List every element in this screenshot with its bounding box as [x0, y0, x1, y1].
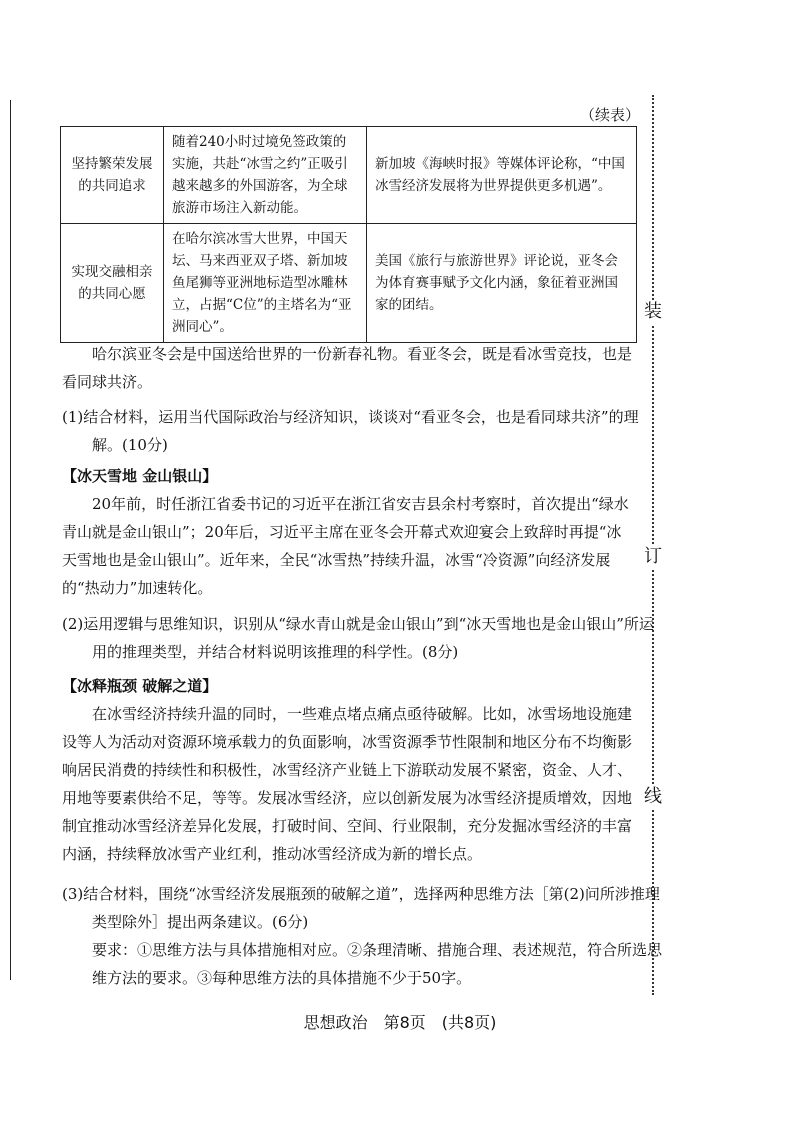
- table-cell-comment: 美国《旅行与旅游世界》评论说，亚冬会为体育赛事赋予文化内涵，象征着亚洲国家的团结。: [367, 224, 637, 343]
- question-1: (1)结合材料，运用当代国际政治与经济知识，谈谈对“看亚冬会，也是看同球共济”的理解。(10分): [62, 408, 639, 454]
- table-row: [61, 127, 637, 224]
- question-3-requirements: 要求：①思维方法与具体措施相对应。②条理清晰、措施合理、表述规范，符合所选思维方法的要求。③每种思维方法的具体措施不少于50字。: [92, 941, 663, 987]
- table-cell-event: 在哈尔滨冰雪大世界，中国天坛、马来西亚双子塔、新加坡鱼尾狮等亚洲地标造型冰雕林立，占据“C位”的主塔名为“亚洲同心”。: [164, 224, 367, 343]
- binding-char-xian: 线: [641, 785, 665, 809]
- left-margin-rule: [10, 100, 11, 980]
- section-2-title: 【冰天雪地 金山银山】: [62, 467, 218, 485]
- section-2-text: 20年前，时任浙江省委书记的习近平在浙江省安吉县余村考察时，首次提出“绿水青山就是金山银山”；20年后，习近平主席在亚冬会开幕式欢迎宴会上致辞时再提“冰天雪地也是金山银山”。近年来，全民“冰雪热”持续升温，冰雪“冷资源”向经济发展的“热动力”加速转化。: [62, 495, 629, 597]
- table-row: [61, 224, 637, 343]
- section-3-title: 【冰释瓶颈 破解之道】: [62, 677, 218, 695]
- table-cell-label: 实现交融相亲的共同心愿: [61, 224, 164, 343]
- page-footer: 思想政治 第8页 (共8页): [303, 1013, 497, 1032]
- binding-char-ding: 订: [641, 545, 665, 569]
- question-3: (3)结合材料，围绕“冰雪经济发展瓶颈的破解之道”，选择两种思维方法［第(2)问所涉推理类型除外］提出两条建议。(6分): [62, 885, 660, 931]
- question-2: (2)运用逻辑与思维知识，识别从“绿水青山就是金山银山”到“冰天雪地也是金山银山”所运用的推理类型，并结合材料说明该推理的科学性。(8分): [62, 615, 654, 661]
- continued-label: （续表）: [580, 106, 641, 124]
- binding-char-zhuang: 装: [641, 300, 665, 324]
- table-cell-label: 坚持繁荣发展的共同追求: [61, 127, 164, 224]
- section-3-text: 在冰雪经济持续升温的同时，一些难点堵点痛点亟待破解。比如，冰雪场地设施建设等人为活动对资源环境承载力的负面影响，冰雪资源季节性限制和地区分布不均衡影响居民消费的持续性和积极性，冰雪经济产业链上下游联动发展不紧密，资金、人才、用地等要素供给不足，等等。发展冰雪经济，应以创新发展为冰雪经济提质增效，因地制宜推动冰雪经济差异化发展，打破时间、空间、行业限制，充分发掘冰雪经济的丰富内涵，持续释放冰雪产业红利，推动冰雪经济成为新的增长点。: [62, 705, 633, 863]
- intro-paragraph: 哈尔滨亚冬会是中国送给世界的一份新春礼物。看亚冬会，既是看冰雪竞技，也是看同球共济。: [62, 345, 633, 391]
- material-table: [60, 126, 637, 343]
- table-cell-event: 随着240小时过境免签政策的实施，共赴“冰雪之约”正吸引越来越多的外国游客，为全球旅游市场注入新动能。: [164, 127, 367, 224]
- table-cell-comment: 新加坡《海峡时报》等媒体评论称，“中国冰雪经济发展将为世界提供更多机遇”。: [367, 127, 637, 224]
